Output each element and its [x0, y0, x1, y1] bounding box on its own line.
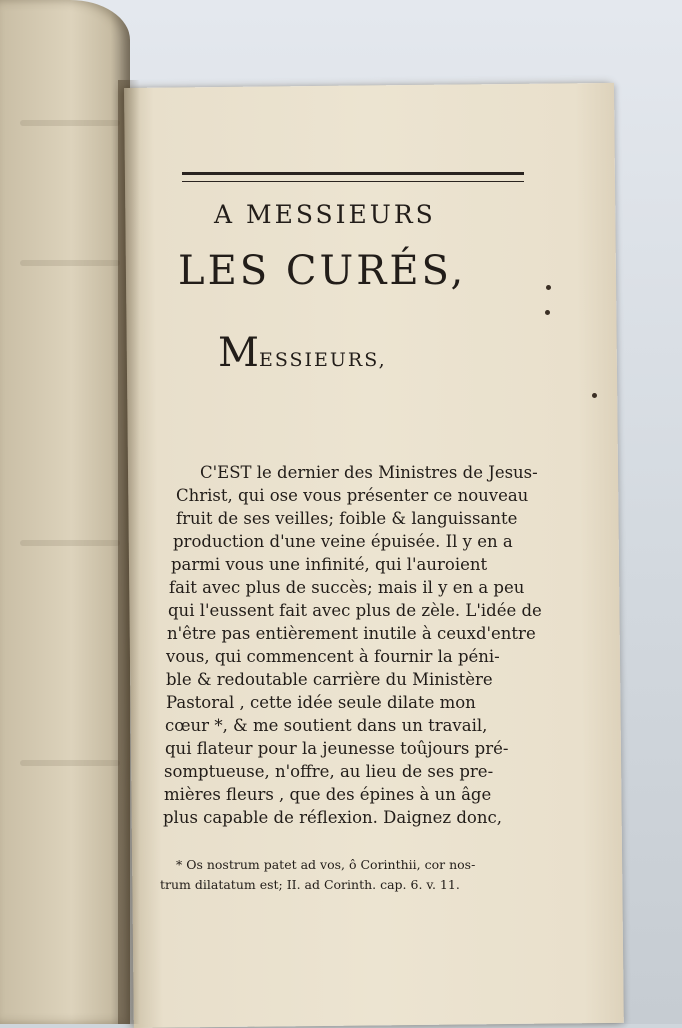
- ink-spot: [545, 310, 550, 315]
- body-line: production d'une veine épuisée. Il y en a: [173, 532, 513, 551]
- heading-line-1: A MESSIEURS: [214, 200, 436, 229]
- body-line: Christ, qui ose vous présenter ce nouveau: [176, 486, 529, 505]
- left-page-bleed: [20, 260, 120, 266]
- body-line: ble & redoutable carrière du Ministère: [166, 670, 493, 689]
- left-page-bleed: [20, 120, 120, 126]
- body-line: cœur *, & me soutient dans un travail,: [165, 716, 488, 735]
- salutation: [218, 330, 387, 376]
- body-line: n'être pas entièrement inutile à ceuxd'entre: [167, 624, 536, 643]
- left-page: [0, 0, 130, 1024]
- body-line: fait avec plus de succès; mais il y en a peu: [169, 578, 525, 597]
- salutation-initial: M: [218, 330, 259, 376]
- salutation-rest: ESSIEURS,: [258, 349, 387, 371]
- body-line: qui flateur pour la jeunesse toûjours pré-: [165, 739, 509, 758]
- footnote-line: trum dilatatum est; II. ad Corinth. cap. 6. v. 11.: [160, 877, 460, 892]
- body-line: vous, qui commencent à fournir la péni-: [166, 647, 500, 666]
- left-page-bleed: [20, 760, 120, 766]
- body-line: fruit de ses veilles; foible & languissante: [176, 509, 518, 528]
- body-line: C'EST le dernier des Ministres de Jesus-: [200, 463, 538, 482]
- ink-spot: [592, 393, 597, 398]
- body-line: somptueuse, n'offre, au lieu de ses pre-: [164, 762, 494, 781]
- footnote-line: * Os nostrum patet ad vos, ô Corinthii, cor nos-: [176, 857, 476, 872]
- left-page-bleed: [20, 540, 120, 546]
- gutter-shadow: [118, 80, 140, 1024]
- ink-spot: [546, 285, 551, 290]
- body-line: plus capable de réflexion. Daignez donc,: [163, 808, 502, 827]
- ornamental-rule: [182, 172, 524, 182]
- body-line: parmi vous une infinité, qui l'auroient: [171, 555, 488, 574]
- heading-line-2: LES CURÉS,: [178, 248, 467, 294]
- body-line: mières fleurs , que des épines à un âge: [164, 785, 492, 804]
- body-line: qui l'eussent fait avec plus de zèle. L'idée de: [168, 601, 542, 620]
- body-line: Pastoral , cette idée seule dilate mon: [166, 693, 476, 712]
